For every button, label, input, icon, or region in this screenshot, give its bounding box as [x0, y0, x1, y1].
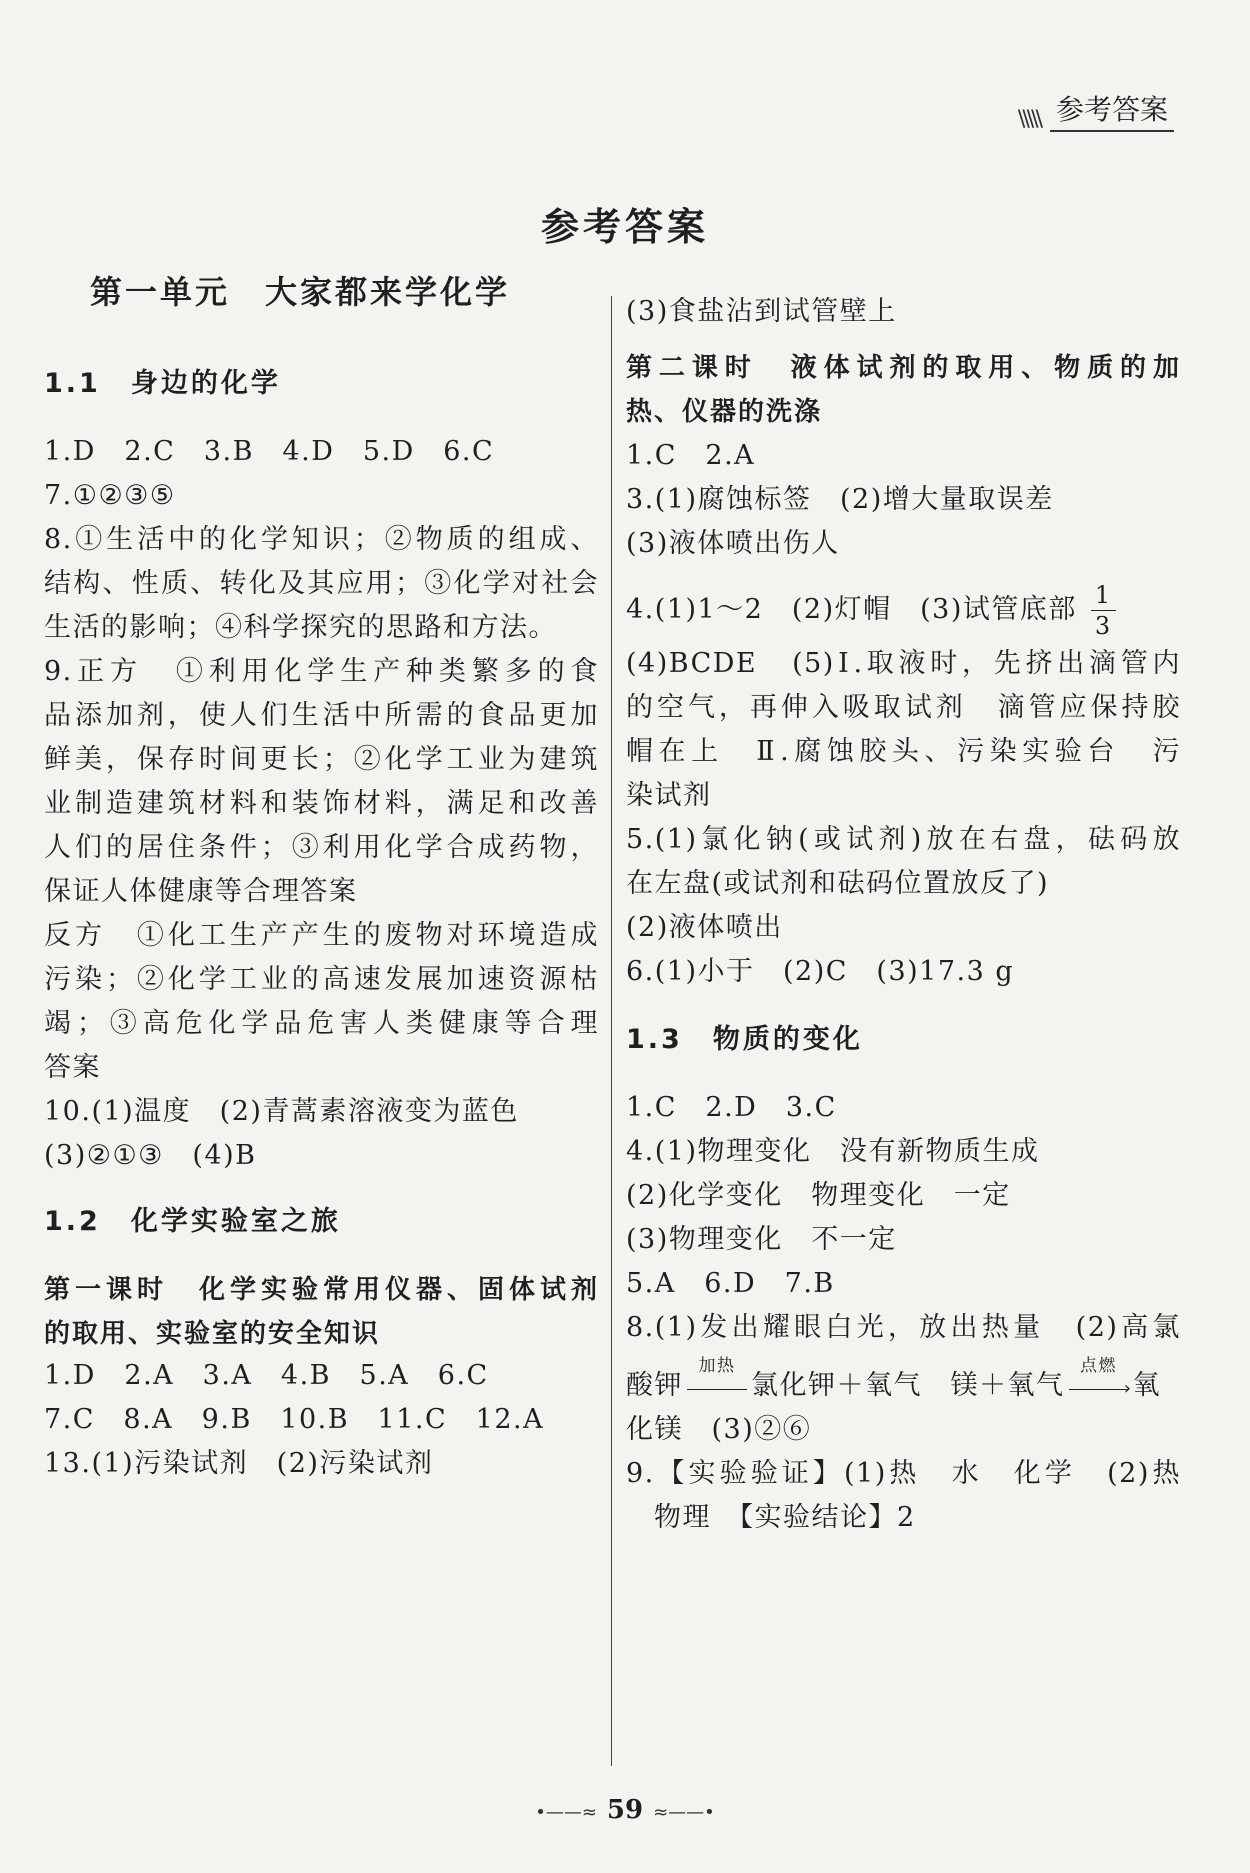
answer-line: 1.D 2.C 3.B 4.D 5.D 6.C: [44, 436, 495, 467]
answer-line: (3)食盐沾到试管壁上: [626, 296, 897, 327]
answer-line: [626, 580, 1116, 641]
answer-text: 氧: [1132, 1370, 1161, 1401]
fraction-denominator: 3: [1094, 612, 1112, 640]
reaction-condition: 加热: [698, 1355, 736, 1376]
footer-ornament-icon: •——≈: [535, 1802, 597, 1823]
answer-line: (3)液体喷出伤人: [626, 528, 840, 559]
answer-line: [626, 1355, 1161, 1406]
lesson-1-title: 的取用、实验室的安全知识: [44, 1319, 381, 1349]
answer-line: 7.C 8.A 9.B 10.B 11.C 12.A: [44, 1404, 545, 1435]
reaction-arrow-icon: [687, 1355, 747, 1399]
answer-line: 8.(1)发出耀眼白光，放出热量 (2)高氯: [626, 1312, 1181, 1343]
answer-line: 4.(1)物理变化 没有新物质生成: [626, 1136, 1040, 1167]
reaction-arrow-icon: 点燃 ›: [1069, 1375, 1129, 1399]
answer-line: 在左盘(或试剂和砝码位置放反了): [626, 868, 1050, 899]
answer-line: 6.(1)小于 (2)C (3)17.3 g: [626, 956, 1015, 987]
answer-line: 生活的影响；④科学探究的思路和方法。: [44, 612, 557, 643]
answer-line: (2)液体喷出: [626, 912, 783, 943]
section-1-1-title: 1.1 身边的化学: [44, 368, 281, 399]
answer-line: (3)②①③ (4)B: [44, 1140, 257, 1171]
footer-ornament-icon: ≈——•: [653, 1802, 715, 1823]
column-divider: [611, 296, 612, 1766]
answer-line: 3.(1)腐蚀标签 (2)增大量取误差: [626, 484, 1054, 515]
answer-line: 染试剂: [626, 780, 712, 811]
lesson-2-title: 热、仪器的洗涤: [626, 397, 823, 427]
lesson-2-title: 第二课时 液体试剂的取用、物质的加: [626, 353, 1181, 383]
answer-line: (2)化学变化 物理变化 一定: [626, 1180, 1011, 1211]
page-footer: [0, 1795, 1250, 1825]
answer-line: 13.(1)污染试剂 (2)污染试剂: [44, 1448, 434, 1479]
answer-line: (3)物理变化 不一定: [626, 1224, 897, 1255]
answer-line: 7.①②③⑤: [44, 480, 176, 511]
lesson-1-title: 第一课时 化学实验常用仪器、固体试剂: [44, 1275, 599, 1305]
answer-line: 帽在上 Ⅱ.腐蚀胶头、污染实验台 污: [626, 736, 1181, 767]
fraction: [1091, 580, 1116, 641]
answer-line: (4)BCDE (5)Ⅰ.取液时，先挤出滴管内: [626, 648, 1181, 679]
header-text: 参考答案: [1050, 88, 1174, 132]
page-number: 59: [606, 1795, 644, 1825]
section-1-3-title: 1.3 物质的变化: [626, 1024, 863, 1055]
answer-text: 酸钾: [626, 1370, 683, 1401]
answer-line: 业制造建筑材料和装饰材料，满足和改善: [44, 788, 599, 819]
answer-line: 8.①生活中的化学知识；②物质的组成、: [44, 524, 599, 555]
answer-line: 污染；②化学工业的高速发展加速资源枯: [44, 964, 599, 995]
answer-text: 4.(1)1～2 (2)灯帽 (3)试管底部: [626, 594, 1077, 625]
answer-line: 化镁 (3)②⑥: [626, 1414, 812, 1445]
answer-line: 10.(1)温度 (2)青蒿素溶液变为蓝色: [44, 1096, 519, 1127]
answer-line: 鲜美，保存时间更长；②化学工业为建筑: [44, 744, 599, 775]
header-tag: [1018, 88, 1174, 132]
answer-line: 保证人体健康等合理答案: [44, 876, 358, 907]
answer-line: 结构、性质、转化及其应用；③化学对社会: [44, 568, 599, 599]
answer-line: 5.(1)氯化钠(或试剂)放在右盘，砝码放: [626, 824, 1181, 855]
answer-line: 5.A 6.D 7.B: [626, 1268, 835, 1299]
answer-line: 1.C 2.D 3.C: [626, 1092, 837, 1123]
answer-line: 人们的居住条件；③利用化学合成药物，: [44, 832, 599, 863]
answer-line: 物理 【实验结论】2: [654, 1502, 916, 1533]
unit-title: 第一单元 大家都来学化学: [90, 273, 511, 311]
answer-line: 9.正方 ①利用化学生产种类繁多的食: [44, 656, 599, 687]
header-slashes-icon: \\\\\: [1017, 107, 1040, 132]
answer-line: 1.C 2.A: [626, 440, 756, 471]
answer-line: 9.【实验验证】(1)热 水 化学 (2)热: [626, 1458, 1181, 1489]
answer-line: 答案: [44, 1052, 101, 1083]
page-title: 参考答案: [540, 205, 709, 249]
answer-line: 1.D 2.A 3.A 4.B 5.A 6.C: [44, 1360, 489, 1391]
answer-line: 竭；③高危化学品危害人类健康等合理: [44, 1008, 599, 1039]
reaction-condition: 点燃: [1080, 1355, 1117, 1376]
answer-line: 品添加剂，使人们生活中所需的食品更加: [44, 700, 599, 731]
answer-line: 反方 ①化工生产产生的废物对环境造成: [44, 920, 599, 951]
fraction-numerator: 1: [1091, 580, 1116, 611]
section-1-2-title: 1.2 化学实验室之旅: [44, 1206, 341, 1237]
answer-line: 的空气，再伸入吸取试剂 滴管应保持胶: [626, 692, 1181, 723]
answer-text: 氯化钾＋氧气 镁＋氧气: [751, 1370, 1065, 1401]
